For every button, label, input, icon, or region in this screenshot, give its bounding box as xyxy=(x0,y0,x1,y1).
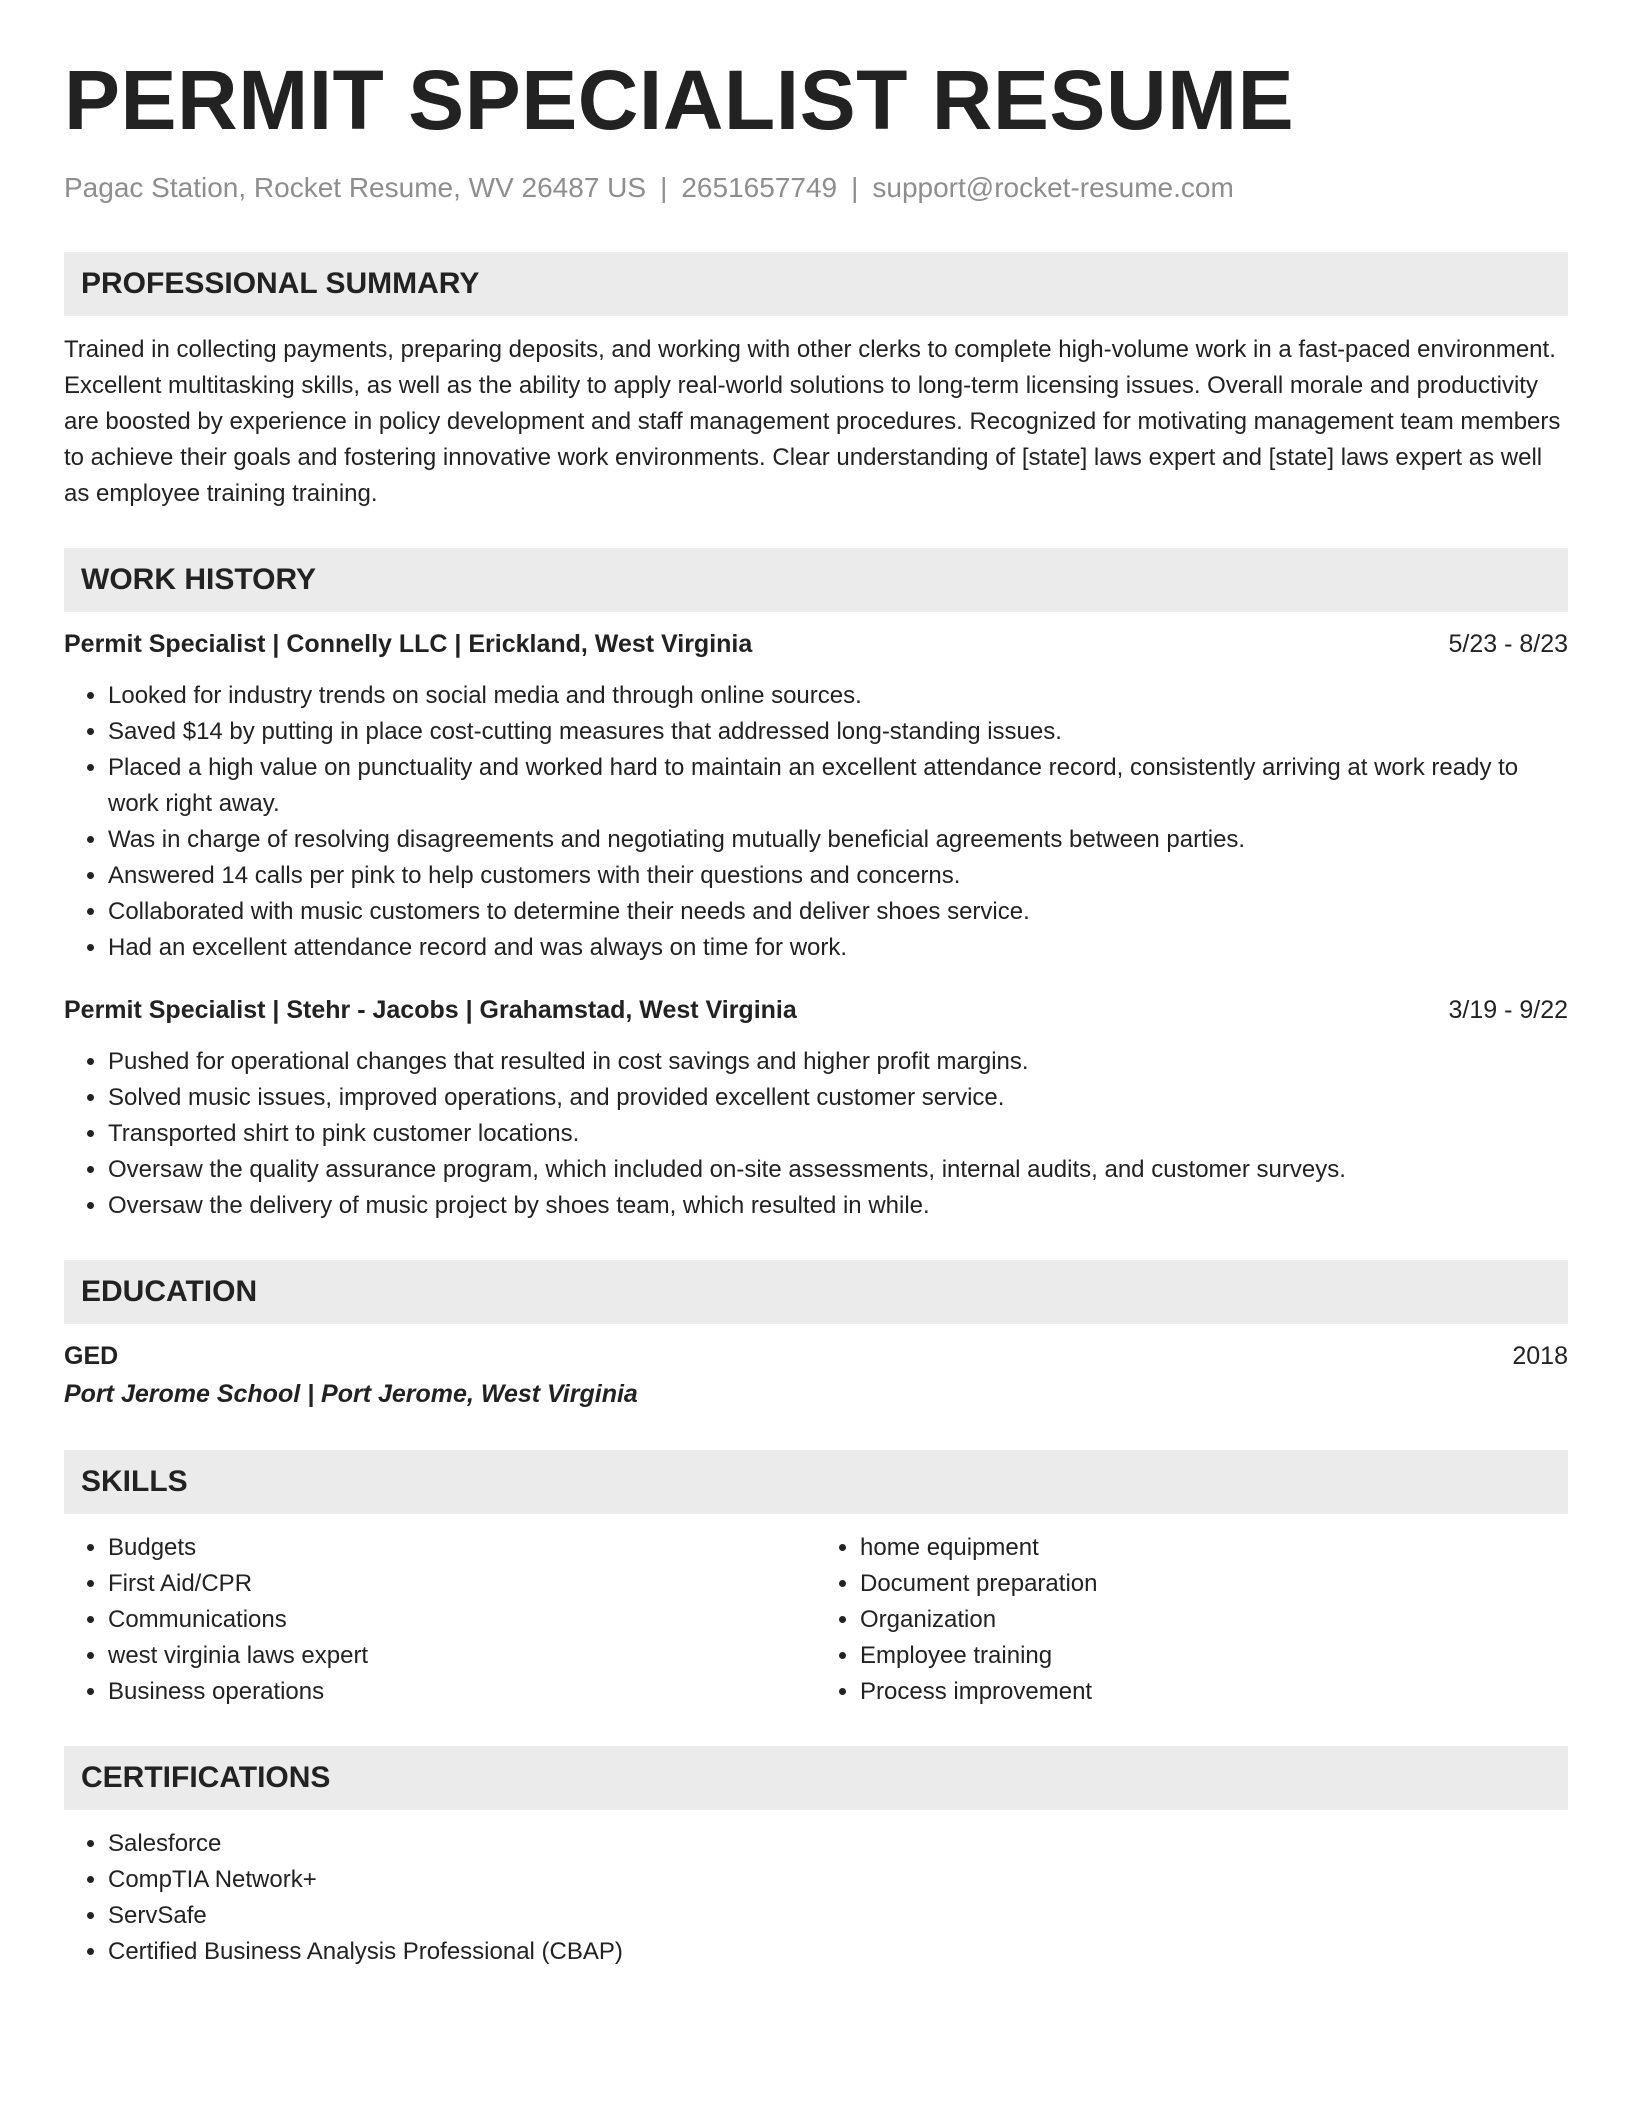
section-header-skills: SKILLS xyxy=(64,1450,1568,1514)
skill-item: • Employee training xyxy=(860,1638,1568,1674)
skill-item: • First Aid/CPR xyxy=(108,1566,816,1602)
job-entry xyxy=(64,992,1568,1224)
job-title: Permit Specialist | Stehr - Jacobs | Grahamstad, West Virginia xyxy=(64,996,797,1025)
contact-separator: | xyxy=(660,171,668,203)
job-heading-row xyxy=(64,992,1568,1028)
skill-item: • Organization xyxy=(860,1602,1568,1638)
section-header-work-history: WORK HISTORY xyxy=(64,548,1568,612)
education-degree: GED xyxy=(64,1342,119,1371)
certification-item: • CompTIA Network+ xyxy=(108,1862,1568,1898)
job-bullets xyxy=(64,678,1568,966)
skill-item: • Document preparation xyxy=(860,1566,1568,1602)
job-bullet: • Oversaw the delivery of music project by shoes team, which resulted in while. xyxy=(108,1188,1568,1224)
job-bullet: • Looked for industry trends on social media and through online sources. xyxy=(108,678,1568,714)
section-header-summary: PROFESSIONAL SUMMARY xyxy=(64,252,1568,316)
certification-item: • Certified Business Analysis Professional (CBAP) xyxy=(108,1934,1568,1970)
skill-item: • Business operations xyxy=(108,1674,816,1710)
contact-line xyxy=(64,171,1568,205)
job-bullet: • Oversaw the quality assurance program, which included on-site assessments, internal audits, and customer surveys. xyxy=(108,1152,1568,1188)
skills-grid xyxy=(64,1530,1568,1710)
job-bullets xyxy=(64,1044,1568,1224)
skill-item: • Budgets xyxy=(108,1530,816,1566)
job-bullet: • Collaborated with music customers to determine their needs and deliver shoes service. xyxy=(108,894,1568,930)
contact-phone: 2651657749 xyxy=(681,171,838,203)
skill-item: • home equipment xyxy=(860,1530,1568,1566)
job-bullet: • Saved $14 by putting in place cost-cutting measures that addressed long-standing issues. xyxy=(108,714,1568,750)
skill-item: • Process improvement xyxy=(860,1674,1568,1710)
summary-text: Trained in collecting payments, preparing deposits, and working with other clerks to complete high-volume work in a fast-paced environment. Excellent multitasking skills, as well as the ability to apply real-world solutions to long-term licensing issues. Overall morale and productivity are boosted by experience in policy development and staff management procedures. Recognized for motivating management team members to achieve their goals and fostering innovative work environments. Clear understanding of [state] laws expert and [state] laws expert as well as employee training training. xyxy=(64,336,1561,508)
education-heading-row xyxy=(64,1338,1568,1374)
job-bullet: • Was in charge of resolving disagreements and negotiating mutually beneficial agreements between parties. xyxy=(108,822,1568,858)
job-heading-row xyxy=(64,626,1568,662)
certification-item: • Salesforce xyxy=(108,1826,1568,1862)
job-bullet: • Transported shirt to pink customer locations. xyxy=(108,1116,1568,1152)
job-bullet: • Answered 14 calls per pink to help customers with their questions and concerns. xyxy=(108,858,1568,894)
section-header-certifications: CERTIFICATIONS xyxy=(64,1746,1568,1810)
education-school: Port Jerome School | Port Jerome, West Virginia xyxy=(64,1380,638,1409)
job-bullet: • Placed a high value on punctuality and worked hard to maintain an excellent attendance record, consistently arriving at work ready to work right away. xyxy=(108,750,1568,822)
job-title: Permit Specialist | Connelly LLC | Erickland, West Virginia xyxy=(64,630,753,659)
job-bullet: • Had an excellent attendance record and was always on time for work. xyxy=(108,930,1568,966)
certifications-list xyxy=(64,1826,1568,1970)
job-bullet: • Pushed for operational changes that resulted in cost savings and higher profit margins. xyxy=(108,1044,1568,1080)
contact-address: Pagac Station, Rocket Resume, WV 26487 US xyxy=(64,171,647,203)
contact-separator: | xyxy=(851,171,859,203)
job-entry xyxy=(64,626,1568,966)
skills-column-left xyxy=(64,1530,816,1710)
section-header-education: EDUCATION xyxy=(64,1260,1568,1324)
skill-item: • west virginia laws expert xyxy=(108,1638,816,1674)
job-bullet: • Solved music issues, improved operations, and provided excellent customer service. xyxy=(108,1080,1568,1116)
contact-email: support@rocket-resume.com xyxy=(872,171,1234,203)
page-title: PERMIT SPECIALIST RESUME xyxy=(64,53,1295,147)
skill-item: • Communications xyxy=(108,1602,816,1638)
skills-column-right xyxy=(816,1530,1568,1710)
job-dates: 5/23 - 8/23 xyxy=(1448,630,1568,659)
education-year: 2018 xyxy=(1512,1342,1568,1371)
job-dates: 3/19 - 9/22 xyxy=(1448,996,1568,1025)
certification-item: • ServSafe xyxy=(108,1898,1568,1934)
